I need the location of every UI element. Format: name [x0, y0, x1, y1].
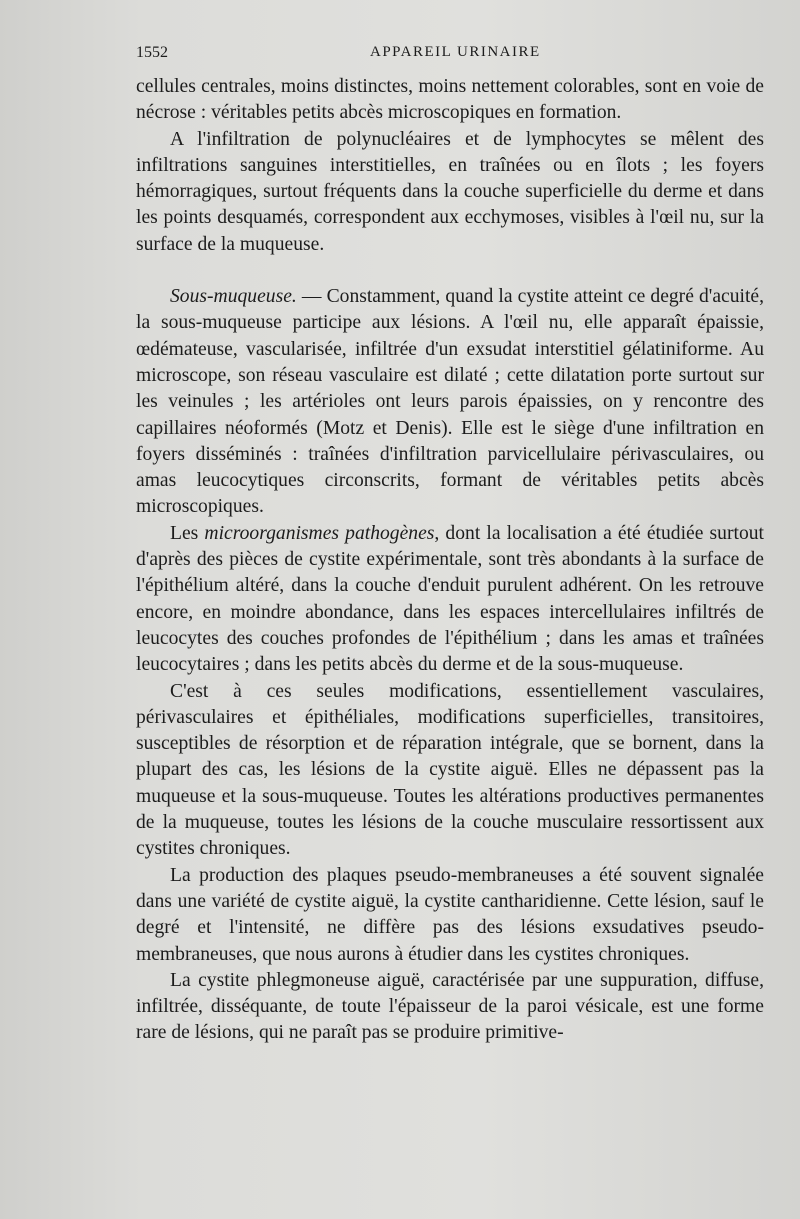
- paragraph-sous-muqueuse: Sous-muqueuse. — Constamment, quand la cystite atteint ce degré d'acuité, la sous-muqueuse participe aux lésions. A l'œil nu, elle apparaît épaissie, œdémateuse, vascularisée, infiltrée d'un exsudat interstitiel gélatiniforme. Au microscope, son réseau vasculaire est dilaté ; cette dilatation porte surtout sur les veinules ; les artérioles ont leurs parois épaissies, on y rencontre des capillaires néoformés (Motz et Denis). Elle est le siège d'une infiltration en foyers disséminés : traînées d'infiltration parvicellulaire périvasculaires, ou amas leucocytiques circonscrits, formant de véritables petits abcès microscopiques.: [136, 286, 764, 518]
- body-text: [136, 74, 764, 1047]
- running-title: APPAREIL URINAIRE: [370, 44, 541, 60]
- paragraph-infiltration: A l'infiltration de polynucléaires et de lymphocytes se mêlent des infiltrations sanguines interstitielles, en traînées ou en îlots ; les foyers hémorragiques, surtout fréquents dans la couche superficielle du derme et dans les points desquamés, correspondent aux ecchymoses, visibles à l'œil nu, sur la surface de la muqueuse.: [136, 128, 764, 255]
- section-lead: Sous-muqueuse.: [170, 286, 297, 308]
- paragraph-pseudo-membranes: La production des plaques pseudo-membraneuses a été souvent signalée dans une variété de cystite aiguë, la cystite cantharidienne. Cette lésion, sauf le degré et l'intensité, ne diffère pas des lésions exsudatives pseudo-membraneuses, que nous aurons à étudier dans les cystites chroniques.: [136, 864, 764, 965]
- paragraph-microorganismes: Les microorganismes pathogènes, dont la localisation a été étudiée surtout d'après des pièces de cystite expérimentale, sont très abondants à la surface de l'épithélium altéré, dans la couche d'enduit purulent adhérent. On les retrouve encore, en moindre abondance, dans les espaces intercellulaires infiltrés de leucocytes des couches profondes de l'épithélium ; dans les amas et traînées leucocytaires ; dans les petits abcès du derme et de la sous-muqueuse.: [136, 522, 764, 676]
- page-header: [136, 40, 756, 66]
- page-number: 1552: [136, 44, 168, 61]
- emphasis-term: microorganismes pathogènes: [204, 522, 435, 544]
- paragraph-phlegmoneuse: La cystite phlegmoneuse aiguë, caractérisée par une suppuration, diffuse, infiltrée, disséquante, de toute l'épaisseur de la paroi vésicale, est une forme rare de lésions, qui ne paraît pas se produire primitive-: [136, 969, 764, 1044]
- paragraph-necrosis: cellules centrales, moins distinctes, moins nettement colorables, sont en voie de nécrose : véritables petits abcès microscopiques en formation.: [136, 76, 764, 124]
- paragraph-modifications: C'est à ces seules modifications, essentiellement vasculaires, périvasculaires et épithéliales, modifications superficielles, transitoires, susceptibles de résorption et de réparation intégrale, que se bornent, dans la plupart des cas, les lésions de la cystite aiguë. Elles ne dépassent pas la muqueuse et la sous-muqueuse. Toutes les altérations productives permanentes de la muqueuse, toutes les lésions de la couche musculaire ressortissent aux cystites chroniques.: [136, 680, 764, 860]
